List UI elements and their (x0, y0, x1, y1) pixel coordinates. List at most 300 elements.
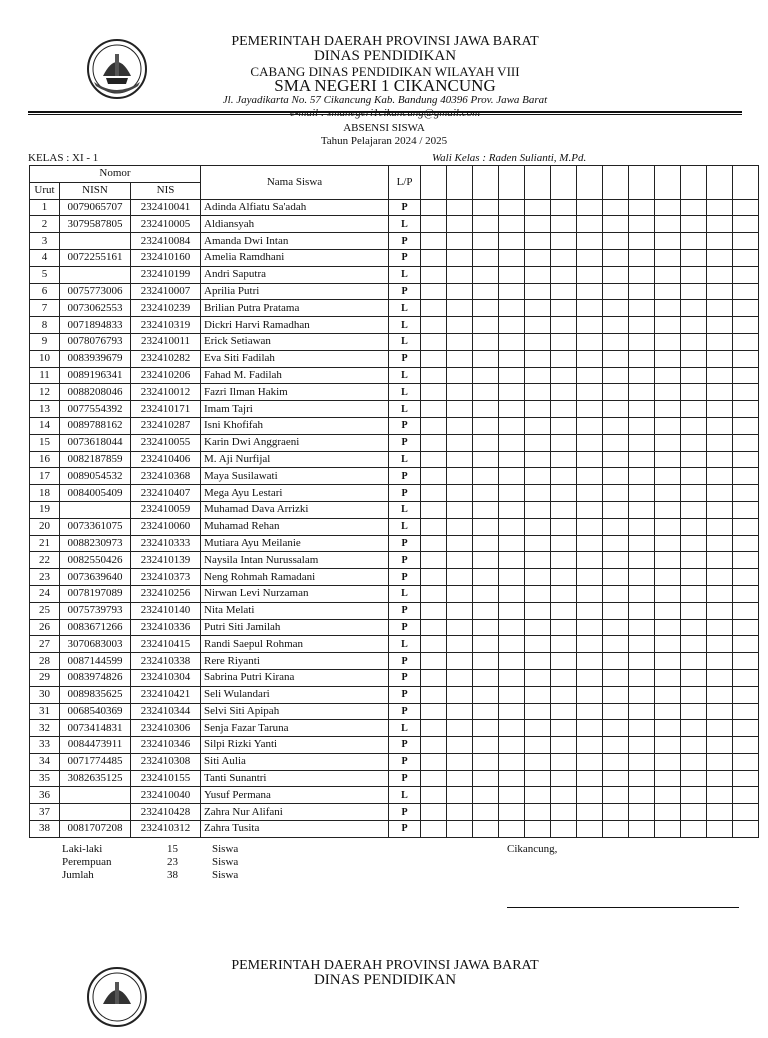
attendance-cell[interactable] (551, 619, 577, 636)
attendance-cell[interactable] (733, 669, 759, 686)
attendance-cell[interactable] (499, 333, 525, 350)
attendance-cell[interactable] (733, 720, 759, 737)
attendance-cell[interactable] (655, 535, 681, 552)
attendance-cell[interactable] (655, 384, 681, 401)
attendance-cell[interactable] (499, 686, 525, 703)
attendance-cell[interactable] (421, 333, 447, 350)
attendance-cell[interactable] (655, 283, 681, 300)
attendance-cell[interactable] (733, 249, 759, 266)
attendance-cell[interactable] (629, 249, 655, 266)
attendance-cell[interactable] (707, 468, 733, 485)
attendance-cell[interactable] (525, 384, 551, 401)
attendance-cell[interactable] (551, 216, 577, 233)
attendance-cell[interactable] (629, 434, 655, 451)
attendance-cell[interactable] (707, 233, 733, 250)
attendance-cell[interactable] (577, 434, 603, 451)
attendance-cell[interactable] (525, 350, 551, 367)
attendance-cell[interactable] (655, 199, 681, 216)
attendance-cell[interactable] (707, 753, 733, 770)
attendance-cell[interactable] (551, 653, 577, 670)
attendance-cell[interactable] (681, 501, 707, 518)
attendance-cell[interactable] (447, 720, 473, 737)
attendance-cell[interactable] (499, 787, 525, 804)
attendance-cell[interactable] (447, 300, 473, 317)
attendance-cell[interactable] (551, 787, 577, 804)
attendance-cell[interactable] (733, 317, 759, 334)
attendance-cell[interactable] (473, 585, 499, 602)
attendance-cell[interactable] (655, 417, 681, 434)
attendance-cell[interactable] (551, 384, 577, 401)
attendance-cell[interactable] (655, 518, 681, 535)
attendance-cell[interactable] (421, 249, 447, 266)
attendance-cell[interactable] (421, 686, 447, 703)
attendance-cell[interactable] (421, 417, 447, 434)
attendance-cell[interactable] (707, 821, 733, 838)
attendance-cell[interactable] (421, 619, 447, 636)
attendance-cell[interactable] (655, 753, 681, 770)
attendance-cell[interactable] (603, 434, 629, 451)
attendance-cell[interactable] (551, 485, 577, 502)
attendance-cell[interactable] (603, 535, 629, 552)
attendance-cell[interactable] (499, 552, 525, 569)
attendance-cell[interactable] (551, 501, 577, 518)
attendance-cell[interactable] (525, 401, 551, 418)
attendance-cell[interactable] (603, 249, 629, 266)
attendance-cell[interactable] (707, 552, 733, 569)
attendance-cell[interactable] (681, 753, 707, 770)
attendance-cell[interactable] (733, 821, 759, 838)
attendance-cell[interactable] (733, 350, 759, 367)
attendance-cell[interactable] (499, 737, 525, 754)
attendance-cell[interactable] (499, 249, 525, 266)
attendance-cell[interactable] (707, 737, 733, 754)
attendance-cell[interactable] (525, 199, 551, 216)
attendance-cell[interactable] (447, 401, 473, 418)
attendance-cell[interactable] (655, 434, 681, 451)
attendance-cell[interactable] (603, 703, 629, 720)
attendance-cell[interactable] (629, 468, 655, 485)
attendance-cell[interactable] (733, 300, 759, 317)
attendance-cell[interactable] (525, 770, 551, 787)
attendance-cell[interactable] (473, 367, 499, 384)
attendance-cell[interactable] (499, 401, 525, 418)
attendance-cell[interactable] (681, 703, 707, 720)
attendance-cell[interactable] (525, 703, 551, 720)
attendance-cell[interactable] (499, 485, 525, 502)
attendance-cell[interactable] (603, 317, 629, 334)
attendance-cell[interactable] (655, 552, 681, 569)
attendance-cell[interactable] (707, 199, 733, 216)
attendance-cell[interactable] (681, 720, 707, 737)
attendance-cell[interactable] (473, 451, 499, 468)
attendance-cell[interactable] (577, 485, 603, 502)
attendance-cell[interactable] (421, 703, 447, 720)
attendance-cell[interactable] (447, 602, 473, 619)
attendance-cell[interactable] (707, 501, 733, 518)
attendance-cell[interactable] (421, 821, 447, 838)
attendance-cell[interactable] (629, 585, 655, 602)
attendance-cell[interactable] (525, 485, 551, 502)
attendance-cell[interactable] (447, 787, 473, 804)
attendance-cell[interactable] (603, 585, 629, 602)
attendance-cell[interactable] (577, 317, 603, 334)
attendance-cell[interactable] (421, 804, 447, 821)
attendance-cell[interactable] (551, 720, 577, 737)
attendance-cell[interactable] (551, 283, 577, 300)
attendance-cell[interactable] (655, 333, 681, 350)
attendance-cell[interactable] (707, 249, 733, 266)
attendance-cell[interactable] (681, 249, 707, 266)
attendance-cell[interactable] (525, 249, 551, 266)
attendance-cell[interactable] (447, 350, 473, 367)
attendance-cell[interactable] (525, 333, 551, 350)
attendance-cell[interactable] (473, 753, 499, 770)
attendance-cell[interactable] (525, 233, 551, 250)
attendance-cell[interactable] (655, 249, 681, 266)
attendance-cell[interactable] (525, 653, 551, 670)
attendance-cell[interactable] (733, 266, 759, 283)
attendance-cell[interactable] (447, 669, 473, 686)
attendance-cell[interactable] (603, 199, 629, 216)
attendance-cell[interactable] (629, 401, 655, 418)
attendance-cell[interactable] (421, 401, 447, 418)
attendance-cell[interactable] (629, 485, 655, 502)
attendance-cell[interactable] (733, 216, 759, 233)
attendance-cell[interactable] (499, 468, 525, 485)
attendance-cell[interactable] (603, 468, 629, 485)
attendance-cell[interactable] (603, 266, 629, 283)
attendance-cell[interactable] (499, 753, 525, 770)
attendance-cell[interactable] (629, 367, 655, 384)
attendance-cell[interactable] (421, 602, 447, 619)
attendance-cell[interactable] (629, 283, 655, 300)
attendance-cell[interactable] (603, 669, 629, 686)
attendance-cell[interactable] (603, 350, 629, 367)
attendance-cell[interactable] (733, 501, 759, 518)
attendance-cell[interactable] (603, 233, 629, 250)
attendance-cell[interactable] (525, 417, 551, 434)
attendance-cell[interactable] (473, 233, 499, 250)
attendance-cell[interactable] (499, 636, 525, 653)
attendance-cell[interactable] (655, 233, 681, 250)
attendance-cell[interactable] (733, 686, 759, 703)
attendance-cell[interactable] (603, 417, 629, 434)
attendance-cell[interactable] (629, 636, 655, 653)
attendance-cell[interactable] (603, 333, 629, 350)
attendance-cell[interactable] (629, 653, 655, 670)
attendance-cell[interactable] (421, 300, 447, 317)
attendance-cell[interactable] (707, 636, 733, 653)
attendance-cell[interactable] (733, 233, 759, 250)
attendance-cell[interactable] (447, 804, 473, 821)
attendance-cell[interactable] (655, 787, 681, 804)
attendance-cell[interactable] (421, 468, 447, 485)
attendance-cell[interactable] (603, 216, 629, 233)
attendance-cell[interactable] (707, 535, 733, 552)
attendance-cell[interactable] (681, 384, 707, 401)
attendance-cell[interactable] (525, 686, 551, 703)
attendance-cell[interactable] (577, 233, 603, 250)
attendance-cell[interactable] (499, 653, 525, 670)
attendance-cell[interactable] (473, 501, 499, 518)
attendance-cell[interactable] (603, 804, 629, 821)
attendance-cell[interactable] (681, 821, 707, 838)
attendance-cell[interactable] (629, 770, 655, 787)
attendance-cell[interactable] (499, 821, 525, 838)
attendance-cell[interactable] (707, 283, 733, 300)
attendance-cell[interactable] (733, 384, 759, 401)
attendance-cell[interactable] (473, 636, 499, 653)
attendance-cell[interactable] (421, 384, 447, 401)
attendance-cell[interactable] (707, 518, 733, 535)
attendance-cell[interactable] (473, 317, 499, 334)
attendance-cell[interactable] (499, 233, 525, 250)
attendance-cell[interactable] (525, 636, 551, 653)
attendance-cell[interactable] (733, 653, 759, 670)
attendance-cell[interactable] (499, 602, 525, 619)
attendance-cell[interactable] (733, 770, 759, 787)
attendance-cell[interactable] (577, 300, 603, 317)
attendance-cell[interactable] (421, 501, 447, 518)
attendance-cell[interactable] (733, 804, 759, 821)
attendance-cell[interactable] (473, 417, 499, 434)
attendance-cell[interactable] (603, 569, 629, 586)
attendance-cell[interactable] (421, 350, 447, 367)
attendance-cell[interactable] (551, 233, 577, 250)
attendance-cell[interactable] (655, 602, 681, 619)
attendance-cell[interactable] (603, 401, 629, 418)
attendance-cell[interactable] (473, 770, 499, 787)
attendance-cell[interactable] (733, 585, 759, 602)
attendance-cell[interactable] (447, 266, 473, 283)
attendance-cell[interactable] (707, 434, 733, 451)
attendance-cell[interactable] (681, 300, 707, 317)
attendance-cell[interactable] (473, 552, 499, 569)
attendance-cell[interactable] (421, 266, 447, 283)
attendance-cell[interactable] (447, 367, 473, 384)
attendance-cell[interactable] (707, 333, 733, 350)
attendance-cell[interactable] (551, 737, 577, 754)
attendance-cell[interactable] (577, 518, 603, 535)
attendance-cell[interactable] (525, 216, 551, 233)
attendance-cell[interactable] (655, 770, 681, 787)
attendance-cell[interactable] (733, 602, 759, 619)
attendance-cell[interactable] (733, 417, 759, 434)
attendance-cell[interactable] (629, 535, 655, 552)
attendance-cell[interactable] (577, 585, 603, 602)
attendance-cell[interactable] (447, 417, 473, 434)
attendance-cell[interactable] (447, 468, 473, 485)
attendance-cell[interactable] (525, 585, 551, 602)
attendance-cell[interactable] (707, 216, 733, 233)
attendance-cell[interactable] (655, 821, 681, 838)
attendance-cell[interactable] (603, 384, 629, 401)
attendance-cell[interactable] (603, 636, 629, 653)
attendance-cell[interactable] (525, 753, 551, 770)
attendance-cell[interactable] (707, 804, 733, 821)
attendance-cell[interactable] (447, 233, 473, 250)
attendance-cell[interactable] (681, 233, 707, 250)
attendance-cell[interactable] (499, 720, 525, 737)
attendance-cell[interactable] (681, 434, 707, 451)
attendance-cell[interactable] (655, 485, 681, 502)
attendance-cell[interactable] (577, 266, 603, 283)
attendance-cell[interactable] (603, 451, 629, 468)
attendance-cell[interactable] (733, 434, 759, 451)
attendance-cell[interactable] (577, 602, 603, 619)
attendance-cell[interactable] (473, 535, 499, 552)
attendance-cell[interactable] (577, 216, 603, 233)
attendance-cell[interactable] (551, 770, 577, 787)
attendance-cell[interactable] (551, 468, 577, 485)
attendance-cell[interactable] (551, 434, 577, 451)
attendance-cell[interactable] (551, 401, 577, 418)
attendance-cell[interactable] (499, 535, 525, 552)
attendance-cell[interactable] (525, 787, 551, 804)
attendance-cell[interactable] (551, 333, 577, 350)
attendance-cell[interactable] (473, 821, 499, 838)
attendance-cell[interactable] (473, 468, 499, 485)
attendance-cell[interactable] (733, 787, 759, 804)
attendance-cell[interactable] (551, 569, 577, 586)
attendance-cell[interactable] (655, 451, 681, 468)
attendance-cell[interactable] (421, 283, 447, 300)
attendance-cell[interactable] (733, 552, 759, 569)
attendance-cell[interactable] (525, 737, 551, 754)
attendance-cell[interactable] (603, 283, 629, 300)
attendance-cell[interactable] (551, 686, 577, 703)
attendance-cell[interactable] (681, 417, 707, 434)
attendance-cell[interactable] (447, 535, 473, 552)
attendance-cell[interactable] (551, 703, 577, 720)
attendance-cell[interactable] (447, 518, 473, 535)
attendance-cell[interactable] (629, 804, 655, 821)
attendance-cell[interactable] (655, 703, 681, 720)
attendance-cell[interactable] (473, 720, 499, 737)
attendance-cell[interactable] (655, 501, 681, 518)
attendance-cell[interactable] (707, 770, 733, 787)
attendance-cell[interactable] (421, 636, 447, 653)
attendance-cell[interactable] (707, 350, 733, 367)
attendance-cell[interactable] (629, 333, 655, 350)
attendance-cell[interactable] (473, 518, 499, 535)
attendance-cell[interactable] (525, 367, 551, 384)
attendance-cell[interactable] (629, 384, 655, 401)
attendance-cell[interactable] (525, 451, 551, 468)
attendance-cell[interactable] (681, 350, 707, 367)
attendance-cell[interactable] (733, 451, 759, 468)
attendance-cell[interactable] (421, 317, 447, 334)
attendance-cell[interactable] (499, 703, 525, 720)
attendance-cell[interactable] (681, 485, 707, 502)
attendance-cell[interactable] (629, 821, 655, 838)
attendance-cell[interactable] (707, 585, 733, 602)
attendance-cell[interactable] (733, 333, 759, 350)
attendance-cell[interactable] (577, 501, 603, 518)
attendance-cell[interactable] (577, 249, 603, 266)
attendance-cell[interactable] (577, 804, 603, 821)
attendance-cell[interactable] (421, 787, 447, 804)
attendance-cell[interactable] (681, 333, 707, 350)
attendance-cell[interactable] (577, 569, 603, 586)
attendance-cell[interactable] (447, 686, 473, 703)
attendance-cell[interactable] (525, 821, 551, 838)
attendance-cell[interactable] (603, 619, 629, 636)
attendance-cell[interactable] (551, 199, 577, 216)
attendance-cell[interactable] (525, 518, 551, 535)
attendance-cell[interactable] (681, 199, 707, 216)
attendance-cell[interactable] (473, 619, 499, 636)
attendance-cell[interactable] (629, 317, 655, 334)
attendance-cell[interactable] (733, 283, 759, 300)
attendance-cell[interactable] (707, 485, 733, 502)
attendance-cell[interactable] (551, 266, 577, 283)
attendance-cell[interactable] (473, 266, 499, 283)
attendance-cell[interactable] (603, 300, 629, 317)
attendance-cell[interactable] (447, 434, 473, 451)
attendance-cell[interactable] (681, 569, 707, 586)
attendance-cell[interactable] (473, 300, 499, 317)
attendance-cell[interactable] (421, 216, 447, 233)
attendance-cell[interactable] (577, 367, 603, 384)
attendance-cell[interactable] (421, 737, 447, 754)
attendance-cell[interactable] (577, 350, 603, 367)
attendance-cell[interactable] (447, 653, 473, 670)
attendance-cell[interactable] (707, 417, 733, 434)
attendance-cell[interactable] (655, 367, 681, 384)
attendance-cell[interactable] (499, 804, 525, 821)
attendance-cell[interactable] (499, 350, 525, 367)
attendance-cell[interactable] (525, 804, 551, 821)
attendance-cell[interactable] (421, 770, 447, 787)
attendance-cell[interactable] (681, 518, 707, 535)
attendance-cell[interactable] (655, 653, 681, 670)
attendance-cell[interactable] (603, 518, 629, 535)
attendance-cell[interactable] (603, 770, 629, 787)
attendance-cell[interactable] (577, 821, 603, 838)
attendance-cell[interactable] (473, 703, 499, 720)
attendance-cell[interactable] (629, 569, 655, 586)
attendance-cell[interactable] (577, 737, 603, 754)
attendance-cell[interactable] (447, 552, 473, 569)
attendance-cell[interactable] (447, 636, 473, 653)
attendance-cell[interactable] (629, 518, 655, 535)
attendance-cell[interactable] (707, 619, 733, 636)
attendance-cell[interactable] (629, 703, 655, 720)
attendance-cell[interactable] (421, 434, 447, 451)
attendance-cell[interactable] (707, 653, 733, 670)
attendance-cell[interactable] (707, 317, 733, 334)
attendance-cell[interactable] (551, 669, 577, 686)
attendance-cell[interactable] (733, 703, 759, 720)
attendance-cell[interactable] (577, 417, 603, 434)
attendance-cell[interactable] (525, 434, 551, 451)
attendance-cell[interactable] (551, 417, 577, 434)
attendance-cell[interactable] (577, 199, 603, 216)
attendance-cell[interactable] (577, 283, 603, 300)
attendance-cell[interactable] (447, 283, 473, 300)
attendance-cell[interactable] (655, 216, 681, 233)
attendance-cell[interactable] (707, 602, 733, 619)
attendance-cell[interactable] (447, 501, 473, 518)
attendance-cell[interactable] (551, 300, 577, 317)
attendance-cell[interactable] (707, 266, 733, 283)
attendance-cell[interactable] (421, 485, 447, 502)
attendance-cell[interactable] (421, 451, 447, 468)
attendance-cell[interactable] (551, 821, 577, 838)
attendance-cell[interactable] (733, 619, 759, 636)
attendance-cell[interactable] (655, 350, 681, 367)
